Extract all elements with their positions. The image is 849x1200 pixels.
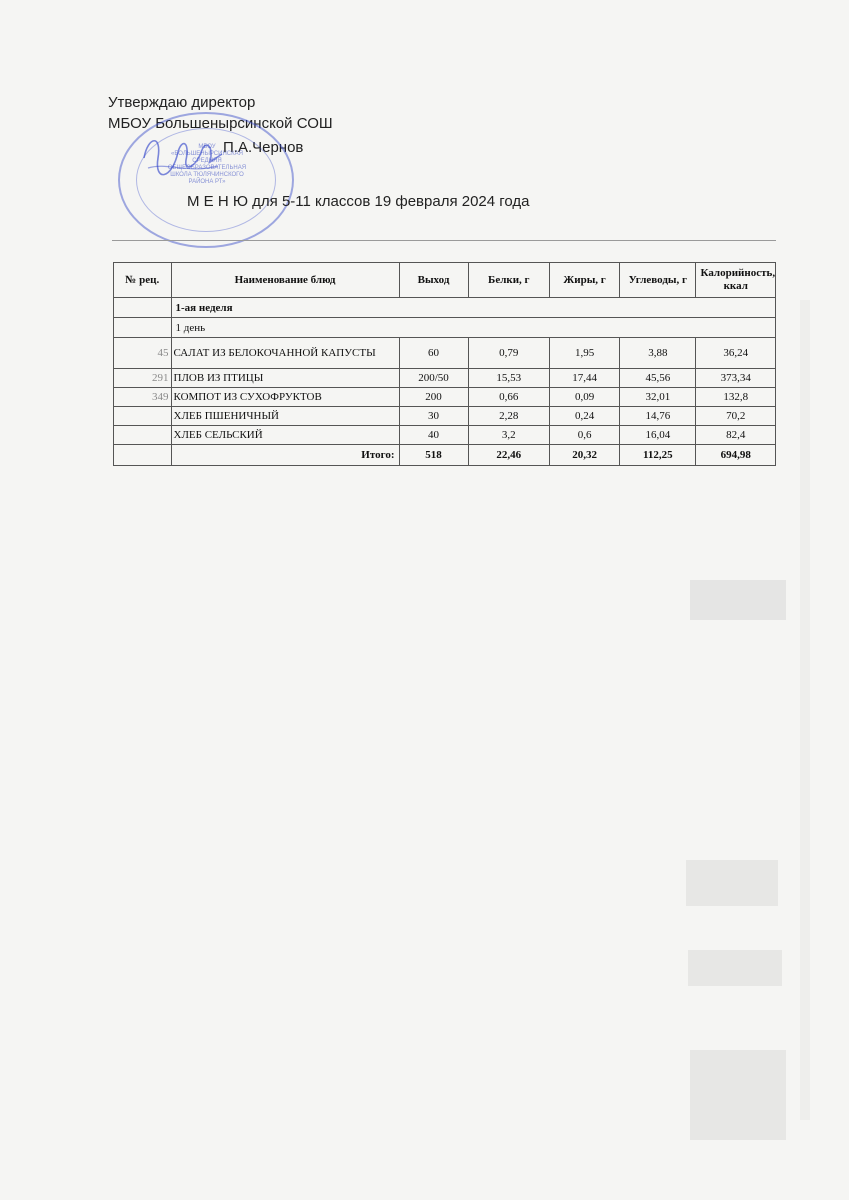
dish-name: ХЛЕБ ПШЕНИЧНЫЙ bbox=[171, 407, 399, 426]
menu-table bbox=[113, 262, 776, 466]
dish-name: ХЛЕБ СЕЛЬСКИЙ bbox=[171, 426, 399, 445]
calories-cell: 70,2 bbox=[696, 407, 776, 426]
divider bbox=[112, 240, 776, 241]
scan-artifact bbox=[686, 860, 778, 906]
fat-cell: 17,44 bbox=[550, 369, 620, 388]
total-calories: 694,98 bbox=[696, 445, 776, 466]
total-yield: 518 bbox=[399, 445, 468, 466]
fat-cell: 0,24 bbox=[550, 407, 620, 426]
protein-cell: 0,79 bbox=[468, 338, 550, 369]
table-row bbox=[114, 369, 776, 388]
week-row bbox=[114, 298, 776, 318]
header-dish-name: Наименование блюд bbox=[171, 263, 399, 298]
total-protein: 22,46 bbox=[468, 445, 550, 466]
scan-artifact bbox=[800, 300, 810, 1120]
scan-artifact bbox=[690, 580, 786, 620]
table-row bbox=[114, 338, 776, 369]
dish-name: КОМПОТ ИЗ СУХОФРУКТОВ bbox=[171, 388, 399, 407]
carbs-cell: 32,01 bbox=[620, 388, 696, 407]
calories-cell: 373,34 bbox=[696, 369, 776, 388]
scan-artifact bbox=[690, 1050, 786, 1140]
table-header-row bbox=[114, 263, 776, 298]
signature bbox=[138, 128, 228, 188]
protein-cell: 2,28 bbox=[468, 407, 550, 426]
header-fat: Жиры, г bbox=[550, 263, 620, 298]
empty-cell bbox=[114, 318, 172, 338]
week-label: 1-ая неделя bbox=[171, 298, 775, 318]
day-label: 1 день bbox=[171, 318, 775, 338]
table-row bbox=[114, 388, 776, 407]
carbs-cell: 3,88 bbox=[620, 338, 696, 369]
day-row bbox=[114, 318, 776, 338]
header-protein: Белки, г bbox=[468, 263, 550, 298]
menu-title: М Е Н Ю для 5-11 классов 19 февраля 2024 года bbox=[187, 193, 530, 210]
protein-cell: 3,2 bbox=[468, 426, 550, 445]
approval-line: Утверждаю директор bbox=[108, 94, 256, 111]
carbs-cell: 16,04 bbox=[620, 426, 696, 445]
total-label: Итого: bbox=[171, 445, 399, 466]
stamp-text: МБОУ «БОЛЬШЕНЫРСИНСКАЯ СРЕДНЯЯ ОБЩЕОБРАЗОВАТЕЛЬНАЯ ШКОЛА ТЮЛЯЧИНСКОГО РАЙОНА РТ» bbox=[167, 144, 247, 185]
protein-cell: 0,66 bbox=[468, 388, 550, 407]
school-name: МБОУ Большенырсинской СОШ bbox=[108, 115, 333, 132]
calories-cell: 82,4 bbox=[696, 426, 776, 445]
yield-cell: 200 bbox=[399, 388, 468, 407]
carbs-cell: 45,56 bbox=[620, 369, 696, 388]
signer-name: П.А.Чернов bbox=[223, 139, 304, 156]
recipe-no: 291 bbox=[114, 369, 172, 388]
header-calories: Калорийность, ккал bbox=[696, 263, 776, 298]
total-row bbox=[114, 445, 776, 466]
carbs-cell: 14,76 bbox=[620, 407, 696, 426]
dish-name: САЛАТ ИЗ БЕЛОКОЧАННОЙ КАПУСТЫ bbox=[171, 338, 399, 369]
yield-cell: 40 bbox=[399, 426, 468, 445]
fat-cell: 0,09 bbox=[550, 388, 620, 407]
scan-artifact bbox=[688, 950, 782, 986]
empty-cell bbox=[114, 445, 172, 466]
protein-cell: 15,53 bbox=[468, 369, 550, 388]
dish-name: ПЛОВ ИЗ ПТИЦЫ bbox=[171, 369, 399, 388]
yield-cell: 30 bbox=[399, 407, 468, 426]
header-yield: Выход bbox=[399, 263, 468, 298]
calories-cell: 36,24 bbox=[696, 338, 776, 369]
recipe-no: 45 bbox=[114, 338, 172, 369]
total-carbs: 112,25 bbox=[620, 445, 696, 466]
total-fat: 20,32 bbox=[550, 445, 620, 466]
yield-cell: 60 bbox=[399, 338, 468, 369]
calories-cell: 132,8 bbox=[696, 388, 776, 407]
recipe-no: 349 bbox=[114, 388, 172, 407]
fat-cell: 0,6 bbox=[550, 426, 620, 445]
yield-cell: 200/50 bbox=[399, 369, 468, 388]
header-recipe-no: № рец. bbox=[114, 263, 172, 298]
table-row bbox=[114, 407, 776, 426]
empty-cell bbox=[114, 298, 172, 318]
header-carbs: Углеводы, г bbox=[620, 263, 696, 298]
table-row bbox=[114, 426, 776, 445]
recipe-no bbox=[114, 426, 172, 445]
recipe-no bbox=[114, 407, 172, 426]
fat-cell: 1,95 bbox=[550, 338, 620, 369]
